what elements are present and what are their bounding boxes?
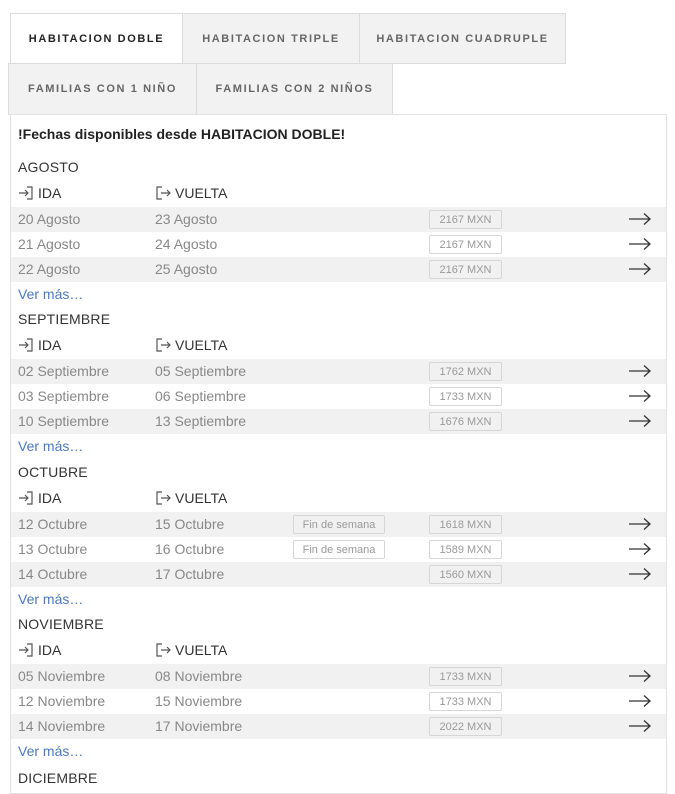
date-row[interactable] xyxy=(11,512,666,537)
ida-date: 05 Noviembre xyxy=(18,668,106,684)
vuelta-date: 08 Noviembre xyxy=(155,668,243,684)
month-heading: NOVIEMBRE xyxy=(18,616,104,632)
date-row[interactable] xyxy=(11,359,666,384)
price-badge: 2167 MXN xyxy=(429,260,502,279)
vuelta-date: 13 Septiembre xyxy=(155,413,247,429)
ida-date: 14 Octubre xyxy=(18,566,88,582)
date-row[interactable] xyxy=(11,562,666,587)
price-badge: 2022 MXN xyxy=(429,717,502,736)
date-row[interactable] xyxy=(11,537,666,562)
vuelta-date: 23 Agosto xyxy=(155,211,218,227)
sign-out-arrow-icon xyxy=(155,642,171,658)
arrow-right-icon[interactable] xyxy=(628,567,652,581)
column-ida xyxy=(18,490,61,506)
ida-date: 10 Septiembre xyxy=(18,413,110,429)
column-vuelta xyxy=(155,642,227,658)
vuelta-date: 15 Octubre xyxy=(155,516,225,532)
sign-out-arrow-icon xyxy=(155,337,171,353)
col-ida-label: IDA xyxy=(38,642,62,658)
sign-in-arrow-icon xyxy=(18,490,34,506)
column-ida xyxy=(18,642,61,658)
ida-date: 13 Octubre xyxy=(18,541,88,557)
price-badge: 1560 MXN xyxy=(429,565,502,584)
date-row[interactable] xyxy=(11,207,666,232)
arrow-right-icon[interactable] xyxy=(628,669,652,683)
date-row[interactable] xyxy=(11,714,666,739)
price-badge: 1762 MXN xyxy=(429,362,502,381)
date-row[interactable] xyxy=(11,409,666,434)
col-vuelta-label: VUELTA xyxy=(175,337,228,353)
weekend-badge: Fin de semana xyxy=(293,540,385,559)
ida-date: 22 Agosto xyxy=(18,261,81,277)
tab-familias-2-ninos[interactable] xyxy=(196,63,393,115)
arrow-right-icon[interactable] xyxy=(628,212,652,226)
ida-date: 21 Agosto xyxy=(18,236,81,252)
available-dates-panel xyxy=(10,114,667,794)
vuelta-date: 17 Noviembre xyxy=(155,718,243,734)
month-heading: OCTUBRE xyxy=(18,464,88,480)
tab-label: HABITACION TRIPLE xyxy=(202,32,340,45)
column-vuelta xyxy=(155,490,227,506)
tab-label: FAMILIAS CON 1 NIÑO xyxy=(28,83,177,95)
month-heading: AGOSTO xyxy=(18,159,79,175)
vuelta-date: 25 Agosto xyxy=(155,261,218,277)
price-badge: 1733 MXN xyxy=(429,692,502,711)
ida-date: 14 Noviembre xyxy=(18,718,106,734)
panel-headline: !Fechas disponibles desde HABITACION DOBLE! xyxy=(18,126,346,142)
tab-habitacion-triple[interactable] xyxy=(182,13,360,64)
sign-out-arrow-icon xyxy=(155,185,171,201)
arrow-right-icon[interactable] xyxy=(628,517,652,531)
arrow-right-icon[interactable] xyxy=(628,262,652,276)
tab-label: HABITACION DOBLE xyxy=(28,32,165,45)
arrow-right-icon[interactable] xyxy=(628,719,652,733)
price-badge: 1676 MXN xyxy=(429,412,502,431)
date-row[interactable] xyxy=(11,664,666,689)
vuelta-date: 17 Octubre xyxy=(155,566,225,582)
column-vuelta xyxy=(155,337,227,353)
arrow-right-icon[interactable] xyxy=(628,694,652,708)
price-badge: 2167 MXN xyxy=(429,235,502,254)
ida-date: 12 Noviembre xyxy=(18,693,106,709)
ver-mas-link[interactable]: Ver más… xyxy=(18,438,84,454)
col-vuelta-label: VUELTA xyxy=(175,490,228,506)
price-badge: 1618 MXN xyxy=(429,515,502,534)
month-heading: SEPTIEMBRE xyxy=(18,311,111,327)
ida-date: 12 Octubre xyxy=(18,516,88,532)
col-ida-label: IDA xyxy=(38,185,62,201)
vuelta-date: 16 Octubre xyxy=(155,541,225,557)
ida-date: 02 Septiembre xyxy=(18,363,110,379)
column-ida xyxy=(18,185,61,201)
price-badge: 1733 MXN xyxy=(429,667,502,686)
ida-date: 03 Septiembre xyxy=(18,388,110,404)
tab-habitacion-cuadruple[interactable] xyxy=(359,13,566,64)
sign-in-arrow-icon xyxy=(18,337,34,353)
date-row[interactable] xyxy=(11,384,666,409)
col-ida-label: IDA xyxy=(38,490,62,506)
tab-familias-1-nino[interactable] xyxy=(8,63,197,115)
price-badge: 1589 MXN xyxy=(429,540,502,559)
vuelta-date: 24 Agosto xyxy=(155,236,218,252)
month-heading: DICIEMBRE xyxy=(18,770,98,786)
price-badge: 1733 MXN xyxy=(429,387,502,406)
date-row[interactable] xyxy=(11,257,666,282)
date-row[interactable] xyxy=(11,689,666,714)
weekend-badge: Fin de semana xyxy=(293,515,385,534)
sign-in-arrow-icon xyxy=(18,642,34,658)
ver-mas-link[interactable]: Ver más… xyxy=(18,743,84,759)
ida-date: 20 Agosto xyxy=(18,211,81,227)
price-badge: 2167 MXN xyxy=(429,210,502,229)
ver-mas-link[interactable]: Ver más… xyxy=(18,286,84,302)
col-vuelta-label: VUELTA xyxy=(175,642,228,658)
vuelta-date: 15 Noviembre xyxy=(155,693,243,709)
column-vuelta xyxy=(155,185,227,201)
sign-out-arrow-icon xyxy=(155,490,171,506)
date-row[interactable] xyxy=(11,232,666,257)
ver-mas-link[interactable]: Ver más… xyxy=(18,591,84,607)
tab-label: HABITACION CUADRUPLE xyxy=(376,32,549,45)
tab-habitacion-doble[interactable] xyxy=(10,13,183,64)
col-vuelta-label: VUELTA xyxy=(175,185,228,201)
vuelta-date: 06 Septiembre xyxy=(155,388,247,404)
arrow-right-icon[interactable] xyxy=(628,542,652,556)
tab-label: FAMILIAS CON 2 NIÑOS xyxy=(215,83,374,95)
col-ida-label: IDA xyxy=(38,337,62,353)
arrow-right-icon[interactable] xyxy=(628,389,652,403)
sign-in-arrow-icon xyxy=(18,185,34,201)
column-ida xyxy=(18,337,61,353)
vuelta-date: 05 Septiembre xyxy=(155,363,247,379)
arrow-right-icon[interactable] xyxy=(628,237,652,251)
arrow-right-icon[interactable] xyxy=(628,414,652,428)
arrow-right-icon[interactable] xyxy=(628,364,652,378)
